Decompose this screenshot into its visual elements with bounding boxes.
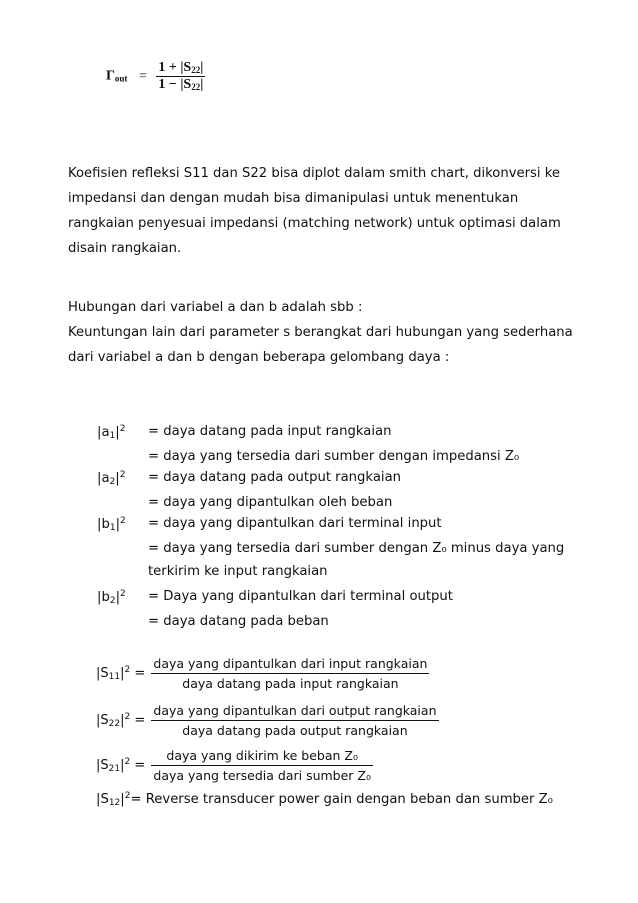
equals-sign: =: [138, 68, 147, 84]
definition-a1: $|a_1|^2$ = daya datang pada input rangkaian = daya yang tersedia dari sumber dengan impedansi Z₀: [97, 424, 520, 464]
gamma-subscript: out: [114, 73, 128, 84]
definition-a2: $|a_2|^2$ = daya datang pada output rangkaian = daya yang dipantulkan oleh beban: [97, 470, 402, 510]
gamma-denominator: $1 - |S_{22}|$: [158, 77, 204, 92]
paragraph-hubungan: Hubungan dari variabel a dan b adalah sbb :: [68, 300, 363, 315]
s12-definition: $|S_{12}|^2=$ Reverse transducer power gain dengan beban dan sumber Z₀: [96, 791, 553, 808]
s21-equation: $|S_{21}|^2$ = $\frac{\text{daya yang dikirim ke beban Z₀}}{\text{daya yang tersedia dari sumber Z₀}}$: [96, 748, 371, 783]
gamma-symbol: Γ: [106, 68, 115, 84]
paragraph-smith-chart: Koefisien refleksi S11 dan S22 bisa diplot dalam smith chart, dikonversi ke impedansi dan dengan mudah bisa dimanipulasi untuk menentukan rangkaian penyesuai impedansi (matching network) untuk optimasi dalam disain rangkaian.: [68, 166, 561, 256]
definition-b2: $|b_2|^2$ = Daya yang dipantulkan dari terminal output = daya datang pada beban: [97, 589, 453, 629]
definition-b1: $|b_1|^2$ = daya yang dipantulkan dari terminal input = daya yang tersedia dari sumber dengan Z₀ minus daya yang terkirim ke input rangkaian: [97, 516, 565, 579]
s11-equation: $|S_{11}|^2$ = $\frac{\text{daya yang dipantulkan dari input rangkaian}}{\text{daya datang pada input rangkaian}}$: [96, 656, 428, 691]
gamma-out-equation: [106, 60, 205, 93]
paragraph-keuntungan: Keuntungan lain dari parameter s berangkat dari hubungan yang sederhana dari variabel a dan b dengan beberapa gelombang daya :: [68, 325, 573, 365]
gamma-fraction: [156, 60, 205, 93]
gamma-numerator: $1 + |S_{22}|$: [158, 60, 204, 75]
s22-equation: $|S_{22}|^2$ = $\frac{\text{daya yang dipantulkan dari output rangkaian}}{\text{daya datang pada output rangkaian}}$: [96, 703, 437, 738]
